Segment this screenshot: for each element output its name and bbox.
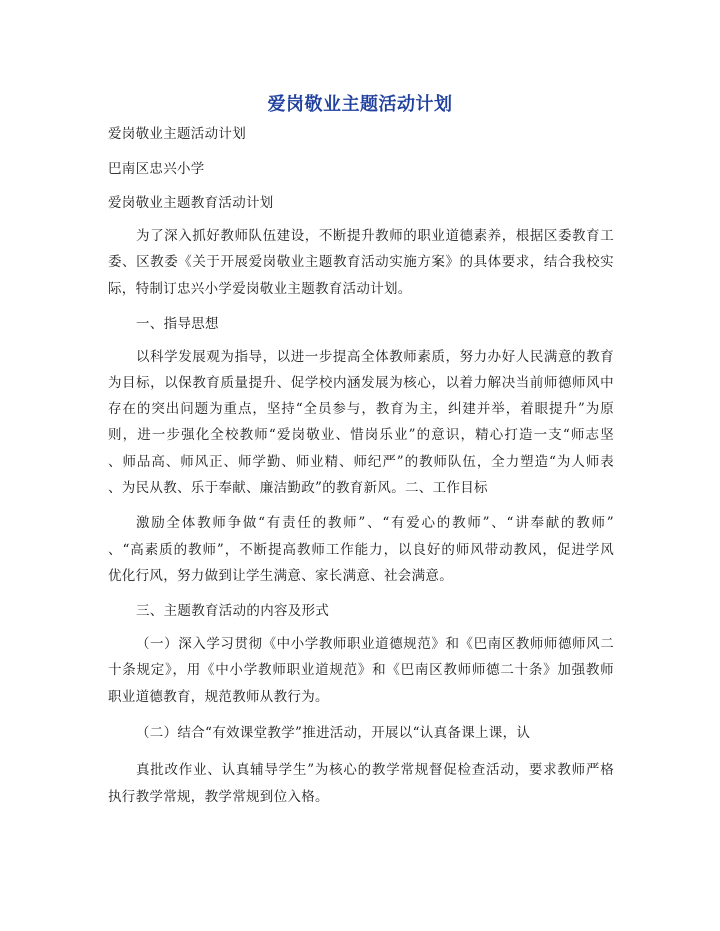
school-name: 巴南区忠兴小学: [108, 161, 205, 177]
section1-line: 存在的突出问题为重点，坚持“全员参与，教育为主，纠建并举，着眼提升”为原: [108, 401, 614, 417]
item1-line: （一）深入学习贯彻《中小学教师职业道德规范》和《巴南区教师师德师风二: [136, 636, 614, 652]
section2-line: 优化行风，努力做到让学生满意、家长满意、社会满意。: [108, 568, 453, 584]
intro-line: 委、区教委《关于开展爱岗敬业主题教育活动实施方案》的具体要求，结合我校实: [108, 254, 614, 270]
section1-line: 、师品高、师风正、师学勤、师业精、师纪严”的教师队伍，全力塑造“为人师表: [108, 454, 614, 470]
item2-line: 真批改作业、认真辅导学生”为核心的教学常规督促检查活动，要求教师严格: [136, 762, 614, 778]
section1-line: 、为民从教、乐于奉献、廉洁勤政”的教育新风。二、工作目标: [108, 480, 488, 496]
section2-line: 、“高素质的教师”，不断提高教师工作能力，以良好的师风带动教风，促进学风: [108, 542, 614, 558]
item2-line: 执行教学常规，教学常规到位入格。: [108, 789, 329, 805]
section1-line: 以科学发展观为指导，以进一步提高全体教师素质，努力办好人民满意的教育: [136, 349, 614, 365]
item1-line: 职业道德教育，规范教师从教行为。: [108, 689, 329, 705]
section1-line: 为目标，以保教育质量提升、促学校内涵发展为核心，以着力解决当前师德师风中: [108, 375, 614, 391]
document-title: 爱岗敬业主题活动计划: [267, 94, 453, 115]
section-heading-guiding-ideology: 一、指导思想: [136, 316, 219, 332]
intro-line: 际，特制订忠兴小学爱岗敬业主题教育活动计划。: [108, 281, 412, 297]
intro-line: 为了深入抓好教师队伍建设，不断提升教师的职业道德素养，根据区委教育工: [136, 228, 614, 244]
plan-name: 爱岗敬业主题教育活动计划: [108, 195, 274, 211]
section2-line: 激励全体教师争做“有责任的教师”、“有爱心的教师”、“讲奉献的教师”: [136, 515, 614, 531]
item2-line: （二）结合“有效课堂教学”推进活动，开展以“认真备课上课，认: [136, 725, 531, 741]
section-heading-content-and-form: 三、主题教育活动的内容及形式: [136, 603, 330, 619]
item1-line: 十条规定》，用《中小学教师职业道规范》和《巴南区教师师德二十条》加强教师: [108, 662, 614, 678]
subtitle: 爱岗敬业主题活动计划: [108, 126, 246, 142]
section1-line: 则，进一步强化全校教师“爱岗敬业、惜岗乐业”的意识，精心打造一支“师志坚: [108, 427, 614, 443]
